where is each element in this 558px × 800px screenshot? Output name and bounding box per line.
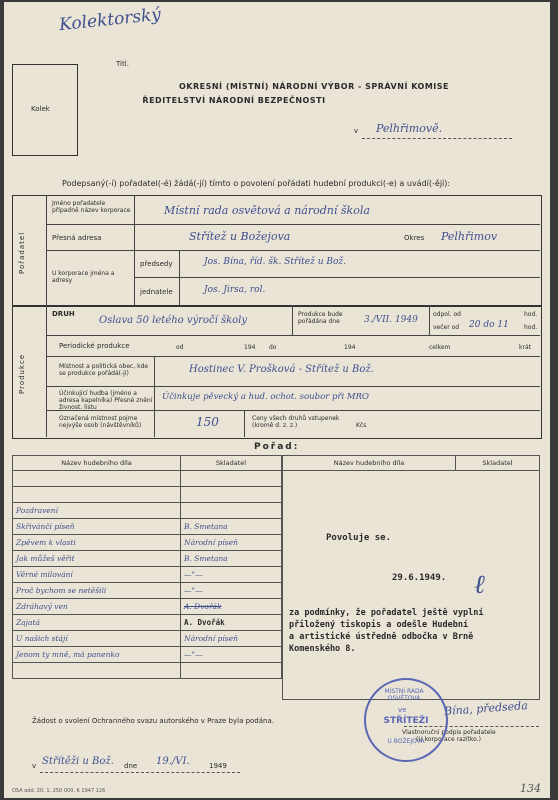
col-skladatel-right: Skladatel: [456, 456, 540, 471]
divider: [46, 305, 47, 437]
divider: [46, 356, 540, 357]
jednatel-label: jednatele: [140, 288, 173, 296]
dne-value: 19./VI.: [156, 756, 190, 767]
ucinkujici-label: Účinkující hudba (jméno a adresa kapelníka) Přesné znění živnost. listu: [59, 390, 153, 411]
stamp-ve: ve: [398, 706, 407, 714]
row-nazev: Zajatá: [13, 615, 181, 631]
office-title: OKRESNÍ (MÍSTNÍ) NÁRODNÍ VÝBOR - SPRÁVNÍ KOMISE: [178, 82, 450, 91]
divider: [429, 305, 430, 335]
row-nazev: Jak můžeš věřit: [13, 551, 181, 567]
mistnost-value: Hostinec V. Prošková - Střítež u Bož.: [189, 364, 374, 375]
odpol-hod: hod.: [524, 311, 538, 318]
divider: [134, 277, 540, 278]
office-subtitle: ŘEDITELSTVÍ NÁRODNÍ BEZPEČNOSTI: [142, 96, 326, 105]
period-year-2: 194: [344, 344, 356, 351]
row-skladatel: —"—: [181, 647, 282, 663]
povoluje-text: Povoluje se.: [326, 533, 392, 543]
col-nazev-right: Název hudebního díla: [283, 456, 456, 471]
divider: [46, 250, 540, 251]
table-row: [13, 551, 282, 567]
stamp-top-text: MÍSTNÍ RADA OSVĚTOVÁ: [384, 688, 424, 702]
vecer-value: 20 do 11: [469, 320, 509, 330]
period-krat: krát: [519, 344, 531, 351]
divider: [244, 410, 245, 437]
table-row: [13, 567, 282, 583]
city-line: [362, 138, 512, 139]
vecer-label: večer od: [433, 324, 460, 331]
col-skladatel: Skladatel: [181, 456, 282, 471]
table-row: [13, 519, 282, 535]
table-row: [13, 471, 282, 487]
row-nazev: Proč bychom se netěšili: [13, 583, 181, 599]
row-nazev: Pozdravení: [13, 503, 181, 519]
row-nazev: U našich stájí: [13, 631, 181, 647]
table-row: [13, 663, 282, 679]
name-label: Jméno pořadatele případně název korporace: [52, 200, 131, 214]
row-skladatel: —"—: [181, 583, 282, 599]
dne-label: dne: [124, 762, 138, 770]
table-row: [13, 631, 282, 647]
col-nazev: Název hudebního díla: [13, 456, 181, 471]
ucinkujici-value: Účinkuje pěvecký a hud. ochot. soubor při MRO: [162, 392, 369, 402]
porad-title: Pořad:: [254, 442, 300, 452]
row-skladatel: —"—: [181, 567, 282, 583]
divider: [179, 250, 180, 305]
predseda-value: Jos. Bína, říd. šk. Střítež u Bož.: [204, 257, 347, 267]
place-line: [40, 772, 240, 773]
poradatel-label: Pořadatel: [18, 231, 26, 274]
oznacena-label: Označená místnost pojme nejvýše osob (návštěvníků): [59, 415, 142, 429]
okres-value: Pelhřimov: [441, 230, 498, 243]
kolek-box: [12, 64, 78, 156]
print-line: OSA odd. 20. 1. 250 000. K 1947 126: [12, 788, 106, 794]
period-celkem: celkem: [429, 344, 451, 351]
period-do: do: [269, 344, 277, 351]
porad-table-left: [12, 455, 282, 679]
table-row: [13, 647, 282, 663]
owner-signature: Bína, předseda: [443, 699, 529, 718]
stamp-bottom-text: U BOŽEJOVA: [387, 738, 425, 745]
table-row: [13, 599, 282, 615]
divider: [46, 224, 540, 225]
row-skladatel: [181, 471, 282, 487]
jednatel-value: Jos. Jirsa, rol.: [204, 285, 266, 295]
city-value: Pelhřimově.: [376, 122, 443, 135]
row-skladatel: A. Dvořák: [181, 615, 282, 631]
druh-value: Oslava 50 letého výročí školy: [99, 315, 248, 326]
row-empty: [181, 663, 282, 679]
row-nazev: Skřivánčí píseň: [13, 519, 181, 535]
place-prefix: v: [32, 762, 37, 770]
city-prefix: v: [354, 127, 359, 135]
form-sheet: [4, 2, 550, 798]
row-skladatel: B. Smetana: [181, 551, 282, 567]
handwritten-note: Kolektorský: [58, 4, 162, 36]
condition-line: a artistické ústředně odbočka v Brně: [289, 632, 474, 642]
odpol-label: odpol. od: [433, 311, 461, 318]
stamp-center: STŘÍTEŽI: [383, 716, 429, 726]
address-value: Střítež u Božejova: [189, 230, 291, 243]
bude-value: 3./VII. 1949: [364, 315, 418, 325]
row-skladatel: A. Dvořák: [181, 599, 282, 615]
produkce-label: Produkce: [18, 353, 26, 394]
approval-signature: ℓ: [474, 570, 485, 600]
korporace-label: U korporace jména a adresy: [52, 270, 115, 284]
ceny-label: Ceny všech druhů vstupenek (kromě d. z. z.): [252, 415, 340, 429]
predseda-label: předsedy: [140, 260, 173, 268]
row-nazev: Zpěvem k vlasti: [13, 535, 181, 551]
name-value: Místní rada osvětová a národní škola: [164, 204, 370, 217]
period-year-1: 194: [244, 344, 256, 351]
divider: [46, 386, 540, 387]
periodicke-label: Periodické produkce: [59, 342, 130, 350]
podpis-label: Vlastnoruční podpis pořadatele: [402, 729, 496, 736]
place-value: Střítěži u Bož.: [42, 756, 114, 767]
row-skladatel: Národní píseň: [181, 631, 282, 647]
year-value: 1949: [209, 762, 227, 770]
approval-area: [283, 471, 540, 700]
vecer-hod: hod.: [524, 324, 538, 331]
druh-label: DRUH: [52, 310, 75, 318]
kolek-label: Kolek: [31, 105, 50, 113]
row-skladatel: B. Smetana: [181, 519, 282, 535]
row-nazev: [13, 487, 181, 503]
divider: [292, 305, 293, 335]
official-stamp: [364, 678, 448, 762]
row-nazev: Věrné milování: [13, 567, 181, 583]
address-label: Přesná adresa: [52, 234, 102, 242]
row-nazev: [13, 471, 181, 487]
table-row: [13, 615, 282, 631]
title-abbrev: Titl.: [116, 60, 129, 68]
table-row: [13, 487, 282, 503]
period-od: od: [176, 344, 184, 351]
zadost-text: Žádost o svolení Ochranného svazu autorského v Praze byla podána.: [32, 717, 274, 725]
divider: [154, 356, 155, 437]
okres-label: Okres: [404, 234, 425, 242]
table-row: [13, 503, 282, 519]
oznacena-value: 150: [196, 415, 219, 429]
table-row: [13, 535, 282, 551]
corner-number: 134: [520, 782, 541, 795]
mistnost-label: Místnost a politická obec, kde se produkce pořádá(-jí): [59, 363, 149, 377]
row-empty: [13, 663, 181, 679]
approval-date: 29.6.1949.: [392, 573, 447, 583]
bude-label: Produkce bude pořádána dne: [298, 311, 343, 325]
condition-line: Komenského 8.: [289, 644, 356, 654]
kcs-label: Kčs: [356, 422, 367, 429]
row-nazev: Zdráhavý ven: [13, 599, 181, 615]
condition-line: přiložený tiskopis a odešle Hudební: [289, 620, 469, 630]
row-skladatel: [181, 503, 282, 519]
condition-line: za podmínky, že pořadatel ještě vyplní: [289, 608, 484, 618]
divider: [46, 335, 540, 336]
podpis-sublabel: (U korporace razítko.): [416, 736, 481, 743]
row-skladatel: [181, 487, 282, 503]
table-row: [13, 583, 282, 599]
row-skladatel: Národní píseň: [181, 535, 282, 551]
intro-text: Podepsaný(-í) pořadatel(-é) žádá(-jí) tímto o povolení pořádati hudební produkci(-e) a uvádí(-ějí):: [62, 179, 451, 188]
row-nazev: Jenom ty mně, má panenko: [13, 647, 181, 663]
